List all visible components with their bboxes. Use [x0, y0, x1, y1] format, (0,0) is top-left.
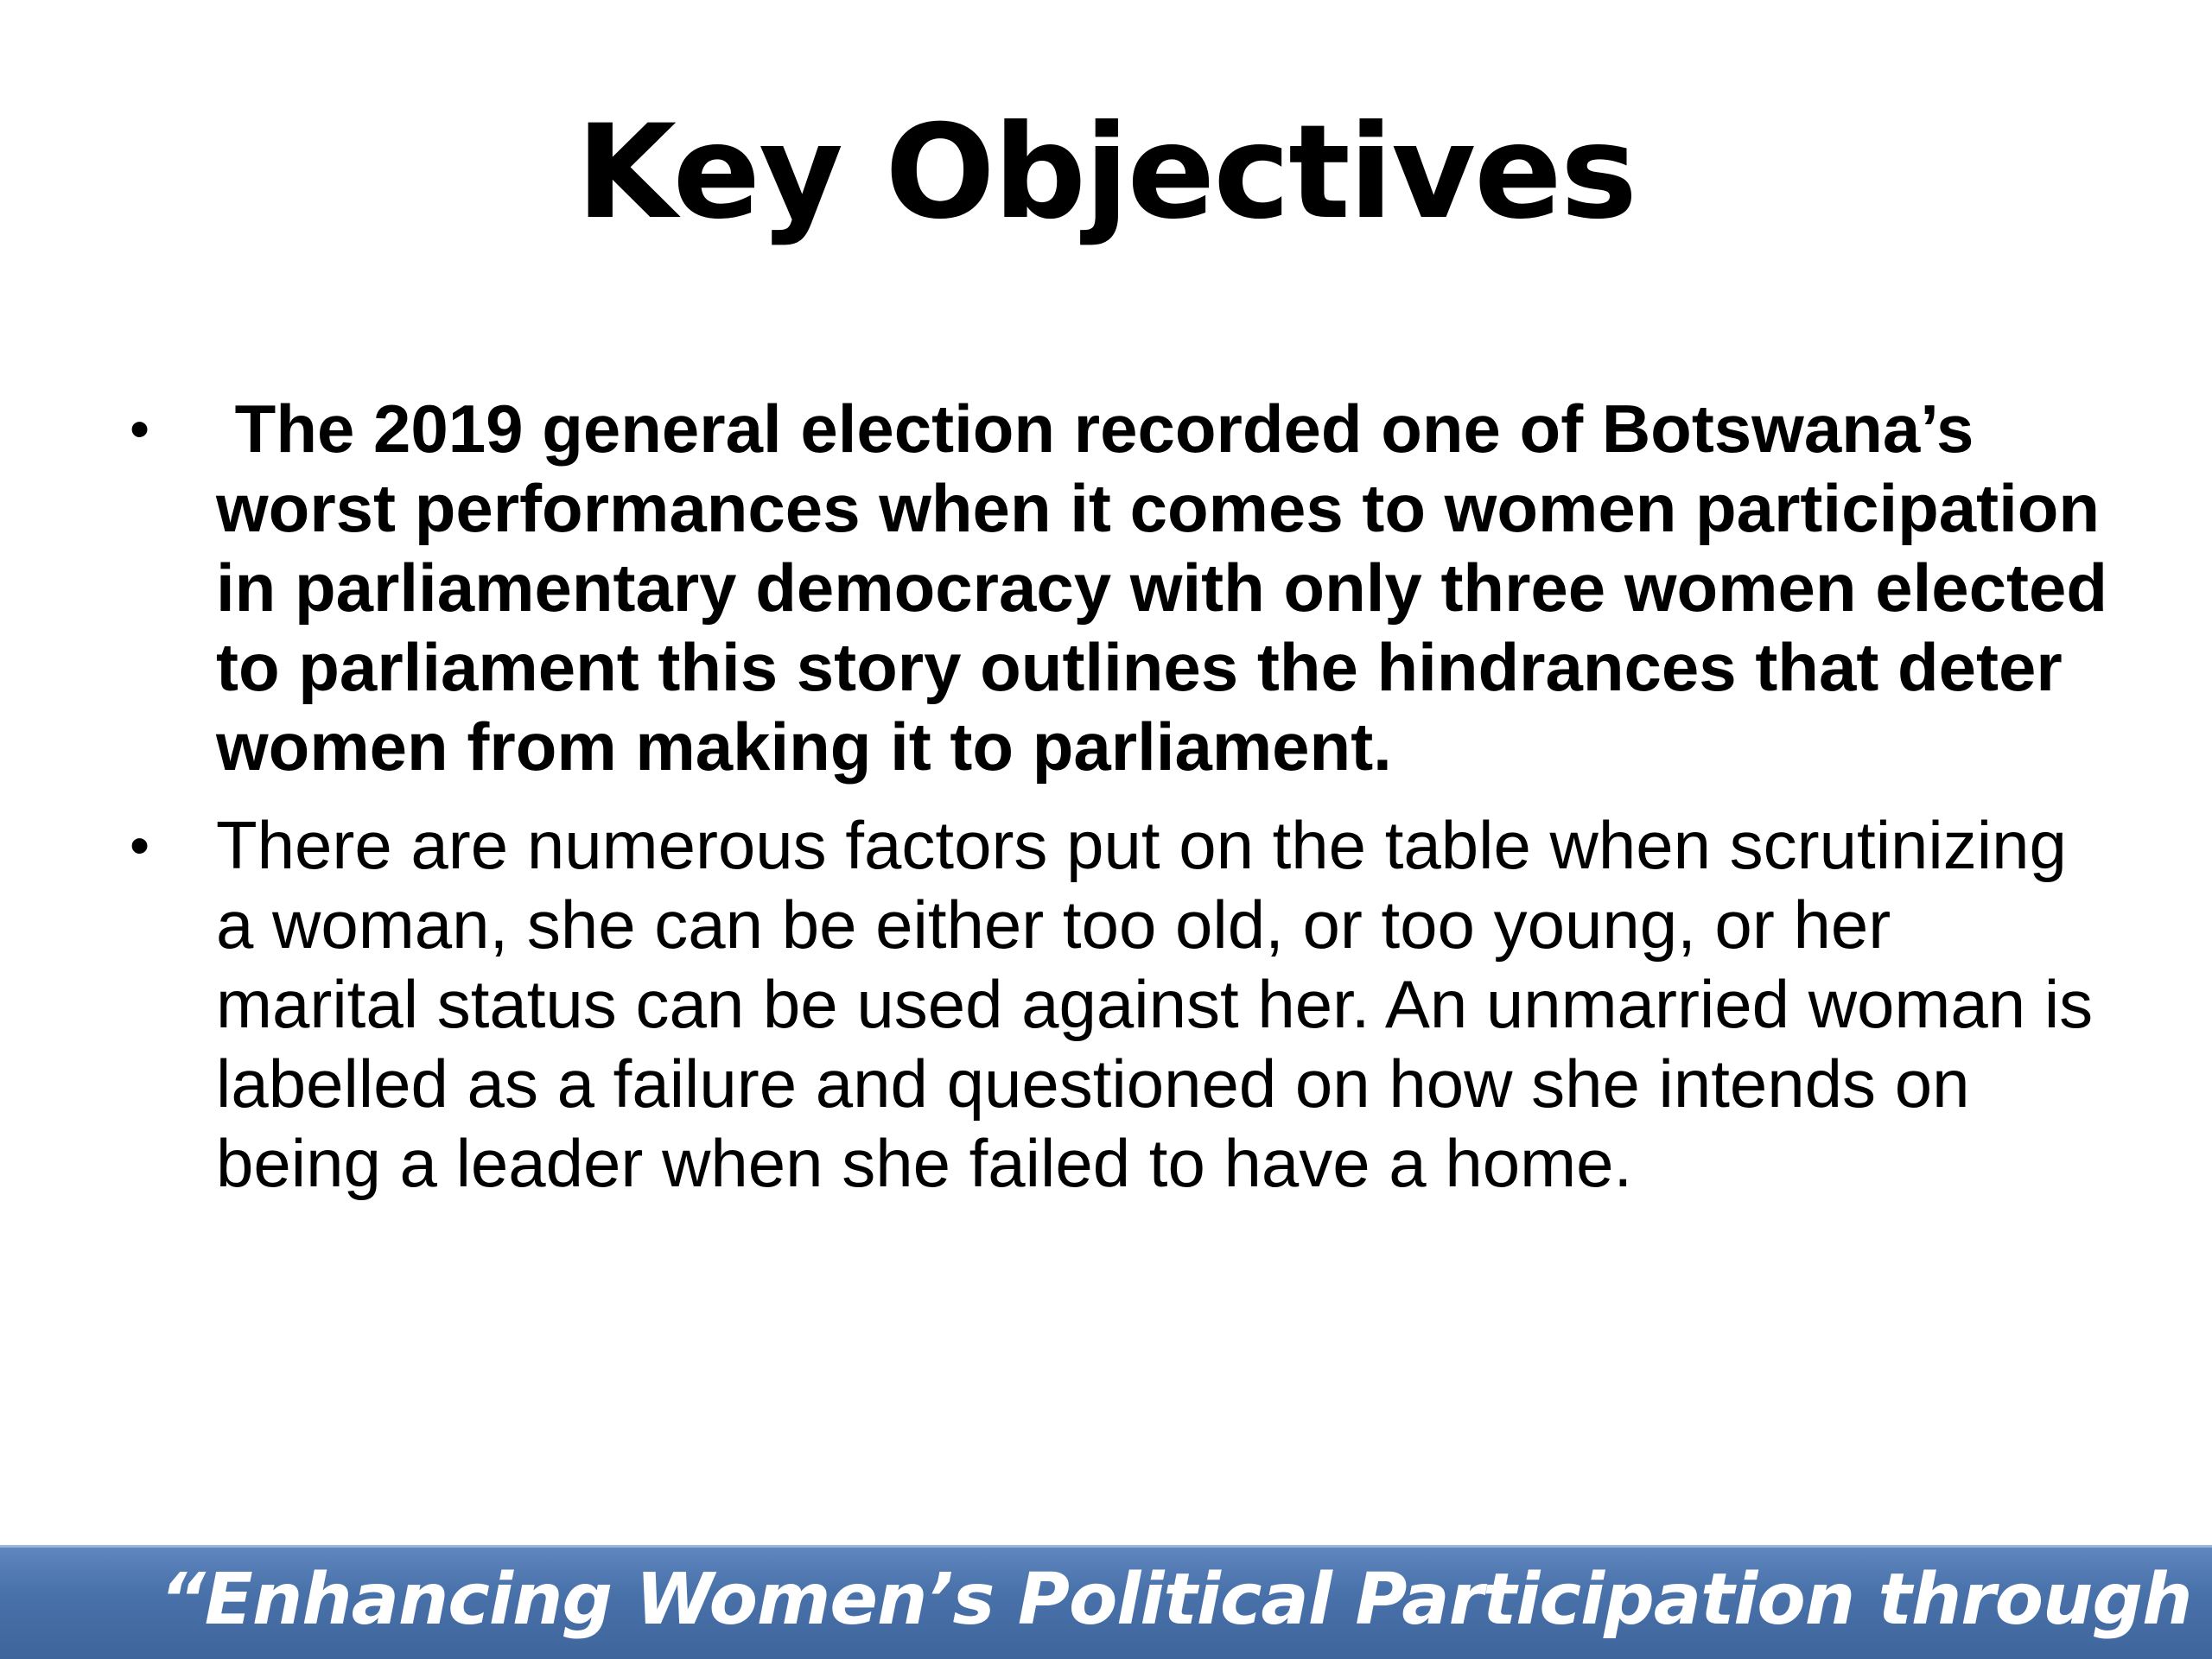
bullet-marker: • — [130, 813, 150, 877]
bullet-text-factors: There are numerous factors put on the table when scrutinizing a woman, she can be either too old, or too young, or her marital status can be used against her. An unmarried woman is labelled as a failure and questioned on how she intends on being a leader when she failed to have a home. — [216, 807, 2094, 1201]
slide-title: Key Objectives — [575, 98, 1637, 248]
bullet-item-factors — [130, 805, 2108, 1203]
bullet-list — [130, 389, 2126, 1203]
bullet-item-election — [130, 389, 2126, 786]
bullet-text-election: The 2019 general election recorded one of Botswana’s worst performances when it comes to women participation in parliamentary democracy with only three women elected to parliament this story outlines the hindrances that deter women from making it to parliament. — [216, 391, 2126, 785]
bullet-marker: • — [130, 397, 150, 461]
footer-tagline: “Enhancing Women’s Political Participation through — [160, 1559, 2192, 1641]
footer-banner — [0, 1545, 2212, 1659]
